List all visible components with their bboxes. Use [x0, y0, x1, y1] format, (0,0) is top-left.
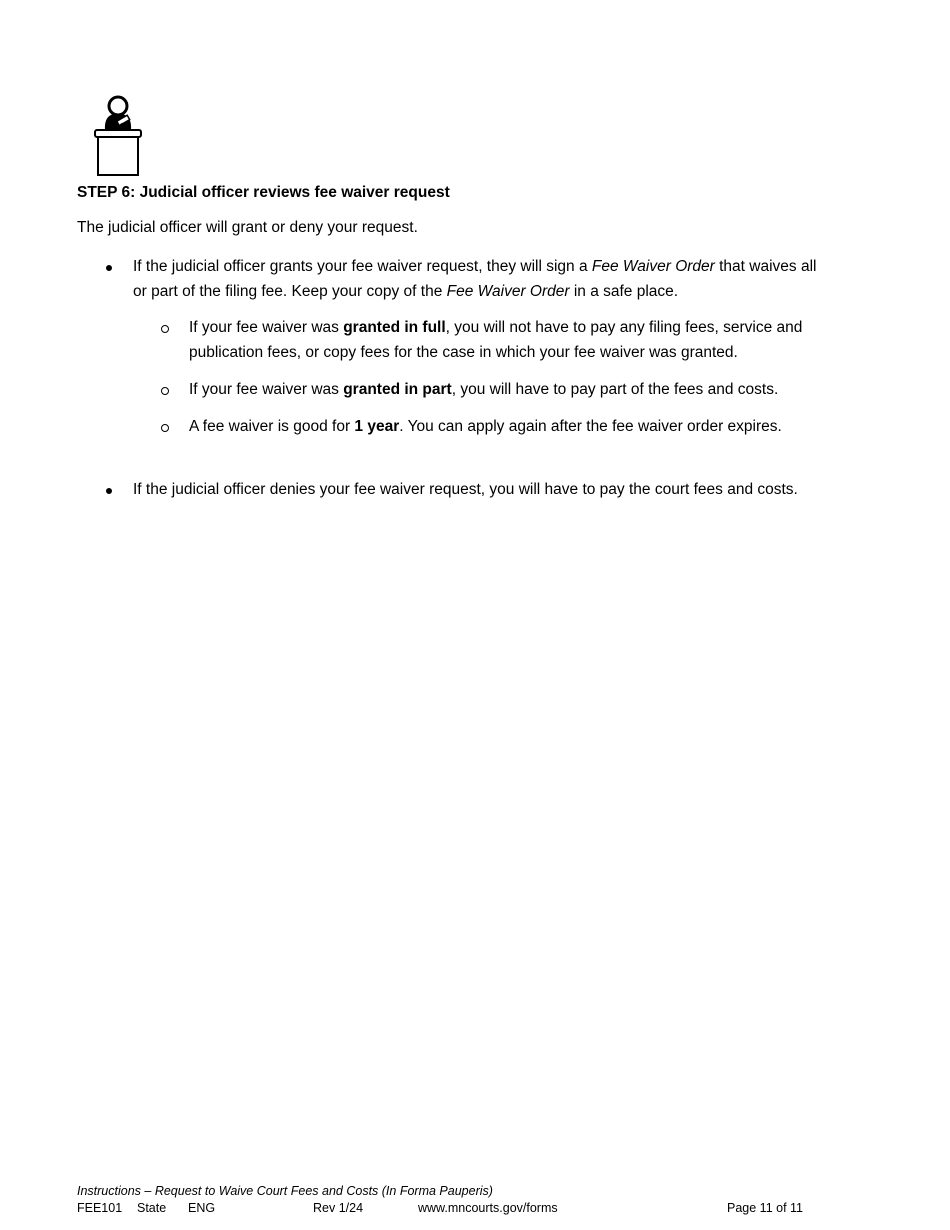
footer-info: [77, 1201, 877, 1219]
form-scope: State: [137, 1201, 167, 1215]
step-heading: STEP 6: Judicial officer reviews fee waiver request: [77, 184, 450, 201]
form-id: FEE101: [77, 1201, 123, 1215]
form-language: ENG: [188, 1201, 216, 1215]
granted-part-item: If your fee waiver was granted in part, you will have to pay part of the fees and costs.: [189, 381, 779, 398]
page-number: Page 11 of 11: [727, 1201, 803, 1215]
deny-bullet: If the judicial officer denies your fee waiver request, you will have to pay the court fees and costs.: [133, 481, 798, 498]
sub-bullet-marker: [161, 387, 169, 395]
step-intro: The judicial officer will grant or deny your request.: [77, 219, 418, 236]
form-revision: Rev 1/24: [313, 1201, 364, 1215]
sub-bullet-marker: [161, 325, 169, 333]
granted-full-item: If your fee waiver was granted in full, you will not have to pay any filing fees, service and publication fees, or copy fees for the case in which your fee waiver was granted.: [189, 319, 803, 361]
sub-bullet-marker: [161, 424, 169, 432]
judge-icon: [92, 94, 144, 178]
bullet-marker: [106, 265, 112, 271]
grant-bullet: If the judicial officer grants your fee waiver request, they will sign a Fee Waiver Order that waives all or part of the filing fee. Keep your copy of the Fee Waiver Order in a safe place.: [133, 258, 817, 300]
one-year-item: A fee waiver is good for 1 year. You can apply again after the fee waiver order expires.: [189, 418, 782, 435]
fee-waiver-order-term: Fee Waiver Order: [591, 258, 715, 275]
footer-title: Instructions – Request to Waive Court Fees and Costs (In Forma Pauperis): [77, 1184, 493, 1198]
bullet-marker: [106, 488, 112, 494]
fee-waiver-order-term: Fee Waiver Order: [446, 282, 570, 300]
website-link[interactable]: www.mncourts.gov/forms: [418, 1201, 558, 1215]
